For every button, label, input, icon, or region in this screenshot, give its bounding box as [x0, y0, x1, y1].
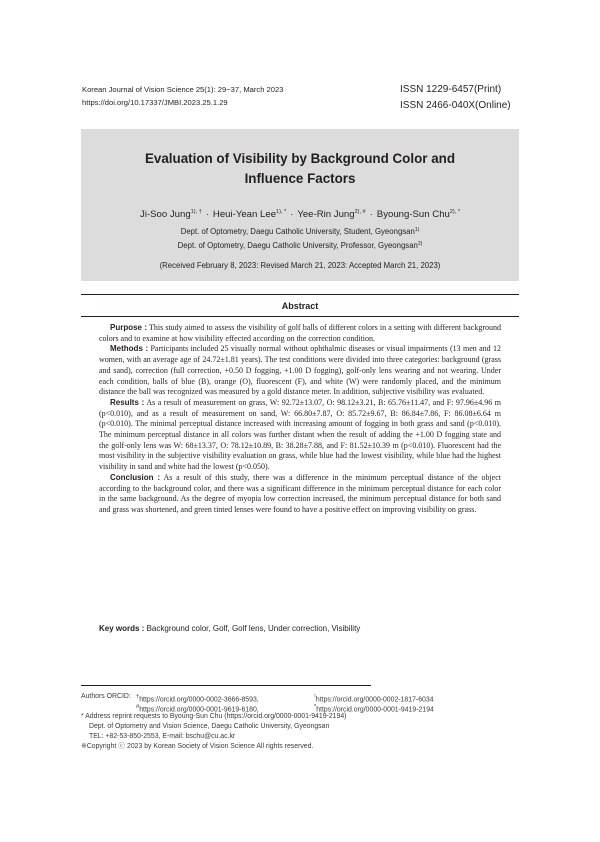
orcid-link[interactable]: https://orcid.org/0000-0002-3666-8593,	[139, 696, 259, 704]
abstract-heading-rule	[81, 316, 519, 317]
issn-online: ISSN 2466-040X(Online)	[400, 99, 511, 111]
keywords-text: Background color, Golf, Golf lens, Under correction, Visibility	[146, 624, 361, 633]
orcid-label: Authors ORCID:	[81, 693, 131, 700]
methods-label: Methods :	[110, 344, 149, 354]
purpose-label: Purpose :	[110, 323, 148, 332]
author-marker: 2), #	[354, 209, 366, 215]
address-line-3: TEL: +82-53-850-2553, E-mail: bschu@cu.ac.kr	[89, 733, 236, 740]
affiliation-text: Dept. of Optometry, Daegu Catholic University, Professor, Gyeongsan	[177, 241, 418, 250]
doi-link[interactable]: https://doi.org/10.17337/JMBI.2023.25.1.29	[82, 97, 228, 107]
abstract-top-rule	[81, 294, 519, 295]
orcid-marker: *	[314, 704, 317, 710]
orcid-link[interactable]: https://orcid.org/0000-0001-9619-6180,	[139, 706, 259, 714]
address-line-2: Dept. of Optometry and Vision Science, Daegu Catholic University, Gyeongsan	[89, 723, 330, 730]
affiliation-marker: 1)	[414, 227, 420, 233]
affiliation-marker: 2)	[417, 241, 423, 247]
orcid-marker: ¹	[314, 694, 316, 700]
title-panel	[81, 129, 519, 281]
author-separator: ·	[290, 209, 294, 220]
author-separator: ·	[205, 209, 209, 220]
orcid-row-2	[81, 702, 521, 712]
paper-title	[81, 149, 519, 189]
author-marker: 1), †	[190, 209, 202, 215]
orcid-marker: †	[136, 694, 140, 700]
copyright-notice: ※Copyright ⓒ 2023 by Korean Society of Vision Science All rights reserved.	[81, 743, 314, 750]
orcid-marker: #	[136, 704, 140, 710]
methods-paragraph	[99, 344, 501, 398]
author-name: Yee-Rin Jung	[297, 209, 355, 220]
purpose-text: This study aimed to assess the visibility of golf balls of different colors in a setting with different background colors and to examine at how visibility effected according on the correction condition.	[99, 323, 501, 343]
footnote-rule	[81, 685, 371, 686]
abstract-heading: Abstract	[281, 301, 319, 311]
affiliation-1	[81, 225, 519, 237]
purpose-paragraph	[99, 323, 501, 344]
author-name: Ji-Soo Jung	[140, 209, 191, 220]
title-line-2: Influence Factors	[244, 171, 356, 186]
keywords	[99, 623, 360, 634]
author-marker: 2), *	[449, 209, 460, 215]
author-name: Heui-Yean Lee	[212, 209, 277, 220]
keywords-label: Key words :	[99, 624, 145, 633]
author-name: Byoung-Sun Chu	[376, 209, 450, 220]
title-line-1: Evaluation of Visibility by Background Color and	[144, 151, 455, 166]
affiliation-text: Dept. of Optometry, Daegu Catholic University, Student, Gyeongsan	[180, 227, 415, 236]
author-marker: 1), *	[276, 209, 287, 215]
conclusion-label: Conclusion :	[110, 472, 161, 482]
journal-line: Korean Journal of Vision Science 25(1): 29~37, March 2023	[82, 85, 284, 94]
footnotes	[81, 692, 521, 752]
abstract-body	[99, 323, 501, 516]
received-dates: (Received February 8, 2023: Revised March 21, 2023: Accepted March 21, 2023)	[159, 261, 441, 270]
issn-block	[400, 82, 511, 113]
results-label: Results :	[110, 397, 145, 407]
conclusion-text: As a result of this study, there was a difference in the minimum perceptual distance of the object according to the background color, and there was a significant difference in the minimum perceptual distance for each color in the same background. As the degree of myopia low correction increased, the minimum perceptual distance for both sand and grass was shortened, and green tinted lenses were found to have a positive effect on improving visibility on grass.	[99, 472, 501, 514]
author-list	[81, 206, 519, 221]
author-separator: ·	[369, 209, 373, 220]
affiliation-2	[81, 239, 519, 251]
issn-print: ISSN 1229-6457(Print)	[400, 84, 502, 95]
orcid-link[interactable]: https://orcid.org/0000-0001-9419-2194	[316, 706, 434, 714]
journal-citation	[82, 84, 283, 109]
results-paragraph	[99, 398, 501, 473]
methods-text: Participants included 25 visually normal without ophthalmic diseases or visual impairments (13 men and 12 women, with an average age of 24.72±1.81 years). The test conditions were divided into three categories: background (grass and sand), correction (full correction, +0.50 D fogging, +1.00 D fogging), golf-only lens wearing and not wearing. Under each condition, balls of blue (B), orange (O), fluorescent (F), and white (W) were randomly placed, and the minimum distance the ball was recognized was measured by a gold distance meter. In addition, subjective visibility was evaluated.	[99, 344, 501, 397]
orcid-link[interactable]: https://orcid.org/0000-0002-1817-6034	[315, 696, 434, 704]
address-line-1: * Address reprint requests to Byoung-Sun Chu (https://orcid.org/0000-0001-9419-2194)	[81, 713, 347, 720]
results-text: As a result of measurement on grass, W: 92.72±13.07, O: 98.12±3.21, B: 65.76±11.47, and F: 97.96±4.96 m (p<0.010), and as a result of measurement on sand, W: 66.80±7.87, O: 85.72±9.67, B: 86.84±7.86, F: 86.08±6.64 m (p<0.010). The minimal perceptual distance increased with increasing amount of fogging in both grass and sand (p<0.010). The minimum perceptual distance in all colors was further distant when the result of adding the +1.00 D fogging state and the golf-only lens was W: 68±13.37, O: 78.12±10.89, B: 38.28±7.88, and F: 81.52±10.39 m (p<0.010). Fluorescent had the most visibility in the subjective visibility evaluation on grass, while blue had the lowest visibility, while blue had the highest visibility in sand and white had the lowest (p<0.050).	[99, 397, 501, 472]
orcid-row-1	[81, 692, 521, 702]
conclusion-paragraph	[99, 473, 501, 516]
